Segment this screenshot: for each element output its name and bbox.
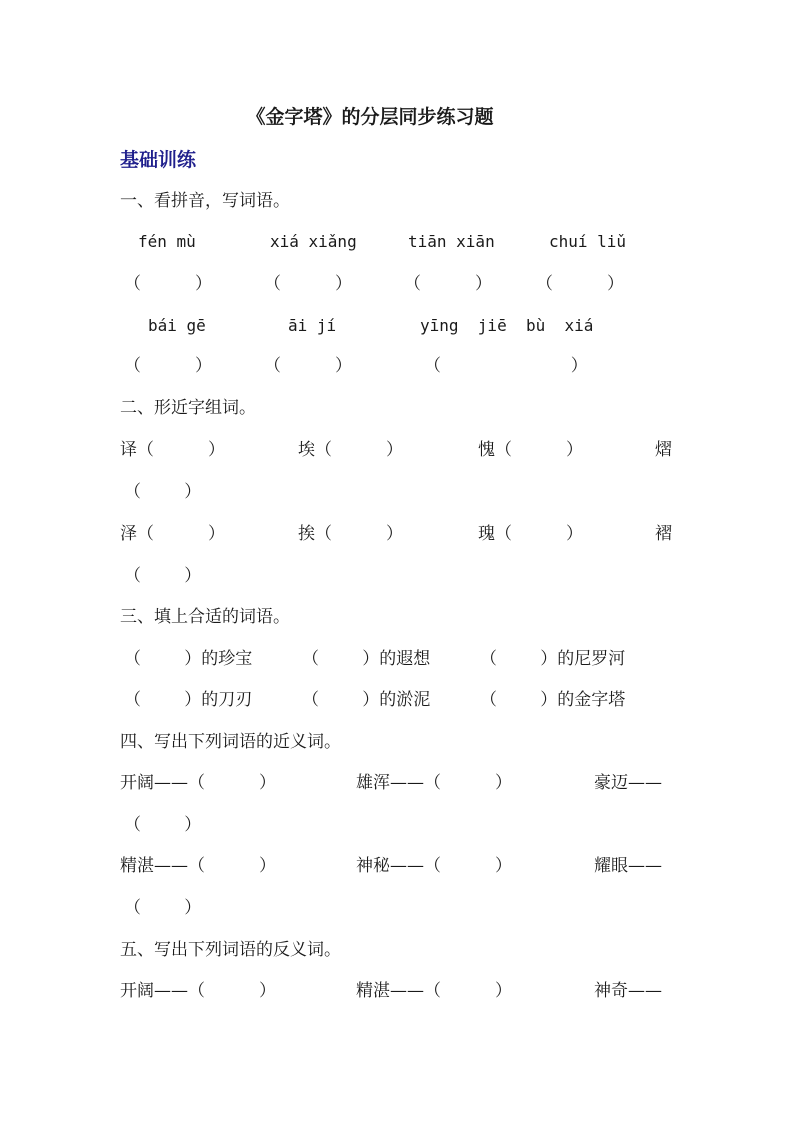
page-title: 《金字塔》的分层同步练习题 bbox=[246, 106, 494, 128]
synonym-item: 耀眼—— bbox=[594, 856, 662, 876]
fill-phrase-item[interactable]: （ ）的金字塔 bbox=[480, 690, 626, 710]
similar-char-item: 熠 bbox=[655, 440, 672, 460]
pinyin-fen-mu: fén mù bbox=[138, 232, 196, 251]
section1-heading: 一、看拼音，写词语。 bbox=[120, 191, 290, 211]
similar-char-item: 褶 bbox=[655, 524, 672, 544]
similar-char-item[interactable]: 瑰（ ） bbox=[478, 524, 584, 544]
answer-blank[interactable]: （ ） bbox=[124, 898, 202, 918]
pinyin-ai-ji: āi jí bbox=[288, 316, 337, 335]
similar-char-item[interactable]: 挨（ ） bbox=[298, 524, 404, 544]
pinyin-chui-liu: chuí liǔ bbox=[549, 232, 627, 251]
synonym-item[interactable]: 开阔——（ ） bbox=[120, 773, 277, 793]
pinyin-xia-xiang: xiá xiǎng bbox=[270, 232, 357, 251]
antonym-item[interactable]: 开阔——（ ） bbox=[120, 981, 277, 1001]
synonym-item[interactable]: 雄浑——（ ） bbox=[356, 773, 513, 793]
answer-blank[interactable]: （ ） bbox=[264, 356, 353, 376]
answer-blank[interactable]: （ ） bbox=[124, 482, 202, 502]
answer-blank[interactable]: （ ） bbox=[536, 274, 625, 294]
fill-phrase-item[interactable]: （ ）的尼罗河 bbox=[480, 649, 626, 669]
answer-blank[interactable]: （ ） bbox=[124, 356, 213, 376]
synonym-item[interactable]: 精湛——（ ） bbox=[120, 856, 277, 876]
answer-blank[interactable]: （ ） bbox=[124, 274, 213, 294]
antonym-item: 神奇—— bbox=[594, 981, 662, 1001]
section-subheading: 基础训练 bbox=[120, 149, 197, 171]
pinyin-bai-ge: bái gē bbox=[148, 316, 206, 335]
pinyin-tian-xian: tiān xiān bbox=[408, 232, 495, 251]
fill-phrase-item[interactable]: （ ）的遐想 bbox=[302, 649, 431, 669]
pinyin-ying-jie-bu-xia: yīng jiē bù xiá bbox=[420, 316, 594, 335]
similar-char-item[interactable]: 译（ ） bbox=[120, 440, 226, 460]
fill-phrase-item[interactable]: （ ）的珍宝 bbox=[124, 649, 253, 669]
answer-blank[interactable]: （ ） bbox=[124, 815, 202, 835]
section4-heading: 四、写出下列词语的近义词。 bbox=[120, 732, 341, 752]
synonym-item[interactable]: 神秘——（ ） bbox=[356, 856, 513, 876]
similar-char-item[interactable]: 愧（ ） bbox=[478, 440, 584, 460]
similar-char-item[interactable]: 埃（ ） bbox=[298, 440, 404, 460]
answer-blank[interactable]: （ ） bbox=[404, 274, 493, 294]
answer-blank-wide[interactable]: （ ） bbox=[424, 356, 588, 376]
section5-heading: 五、写出下列词语的反义词。 bbox=[120, 940, 341, 960]
synonym-item: 豪迈—— bbox=[594, 773, 662, 793]
fill-phrase-item[interactable]: （ ）的刀刃 bbox=[124, 690, 253, 710]
section3-heading: 三、填上合适的词语。 bbox=[120, 607, 290, 627]
antonym-item[interactable]: 精湛——（ ） bbox=[356, 981, 513, 1001]
answer-blank[interactable]: （ ） bbox=[124, 566, 202, 586]
section2-heading: 二、形近字组词。 bbox=[120, 398, 256, 418]
similar-char-item[interactable]: 泽（ ） bbox=[120, 524, 226, 544]
answer-blank[interactable]: （ ） bbox=[264, 274, 353, 294]
fill-phrase-item[interactable]: （ ）的淤泥 bbox=[302, 690, 431, 710]
